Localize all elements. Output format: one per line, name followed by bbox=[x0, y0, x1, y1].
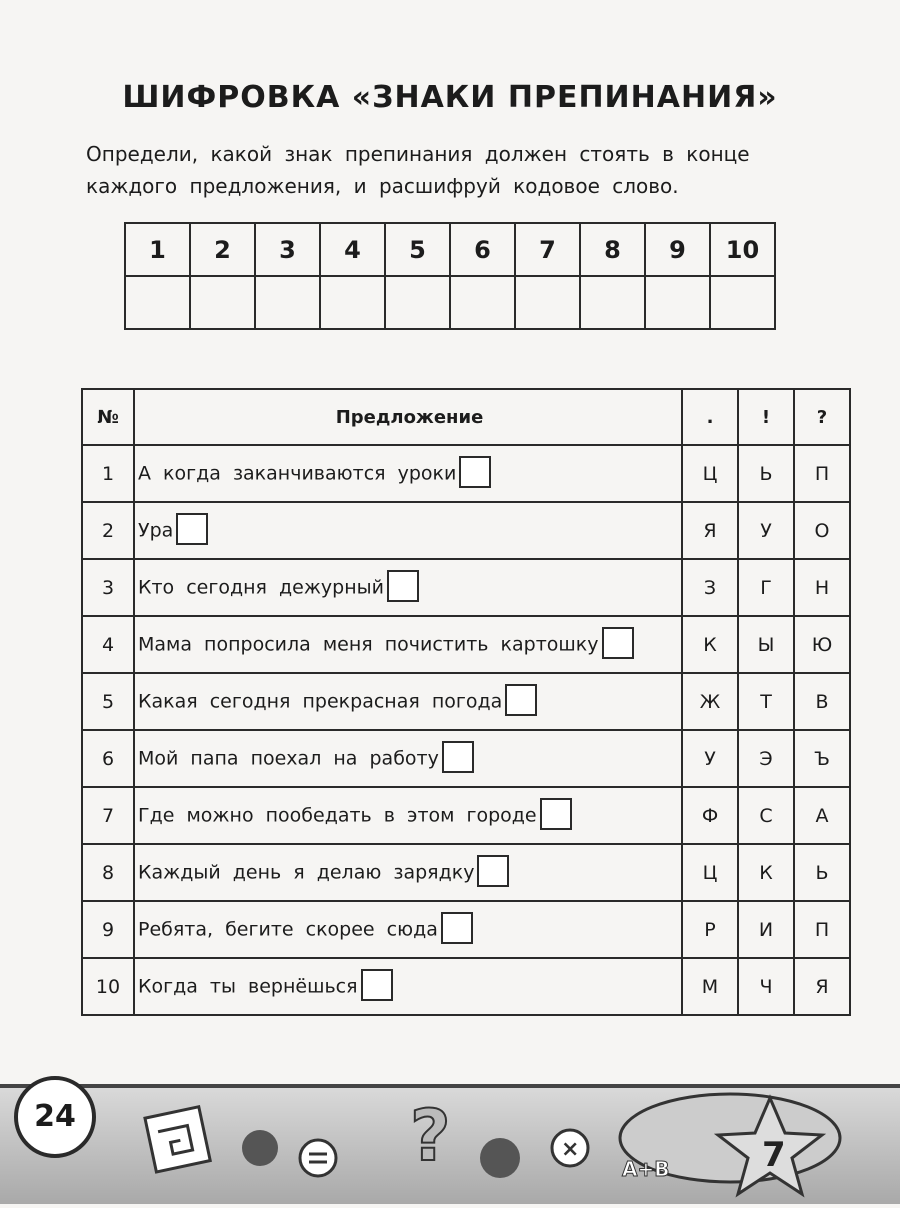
sentence-cell bbox=[134, 787, 682, 844]
letter-question: Ь bbox=[794, 844, 850, 901]
puzzle-icon bbox=[242, 1130, 278, 1166]
row-number: 1 bbox=[82, 445, 134, 502]
sentences-table bbox=[81, 388, 851, 1016]
punctuation-answer-box[interactable] bbox=[505, 684, 537, 716]
code-cell-number: 8 bbox=[580, 223, 645, 276]
sentence-cell bbox=[134, 502, 682, 559]
row-number: 8 bbox=[82, 844, 134, 901]
code-cell-number: 9 bbox=[645, 223, 710, 276]
letter-exclamation: И bbox=[738, 901, 794, 958]
letter-question: Ъ bbox=[794, 730, 850, 787]
sentence-text: Кто сегодня дежурный bbox=[138, 576, 385, 598]
letter-exclamation: Ы bbox=[738, 616, 794, 673]
letter-question: Я bbox=[794, 958, 850, 1015]
row-number: 6 bbox=[82, 730, 134, 787]
code-cell-number: 3 bbox=[255, 223, 320, 276]
table-row bbox=[82, 673, 850, 730]
code-word-grid bbox=[124, 222, 776, 330]
code-cell-answer[interactable] bbox=[320, 276, 385, 329]
letter-question: П bbox=[794, 901, 850, 958]
code-cell-answer[interactable] bbox=[450, 276, 515, 329]
header-question: ? bbox=[794, 389, 850, 445]
letter-question: Ю bbox=[794, 616, 850, 673]
letter-question: А bbox=[794, 787, 850, 844]
sentence-cell bbox=[134, 901, 682, 958]
code-cell-answer[interactable] bbox=[190, 276, 255, 329]
code-cell-number: 7 bbox=[515, 223, 580, 276]
sentence-cell bbox=[134, 730, 682, 787]
sentence-cell bbox=[134, 616, 682, 673]
letter-period: Ж bbox=[682, 673, 738, 730]
letter-exclamation: С bbox=[738, 787, 794, 844]
sentence-cell bbox=[134, 673, 682, 730]
sentence-text: Мама попросила меня почистить картошку bbox=[138, 633, 599, 655]
puzzle-piece-icon bbox=[480, 1138, 520, 1178]
page-footer bbox=[0, 1084, 900, 1204]
sentence-text: Где можно пообедать в этом городе bbox=[138, 804, 537, 826]
table-row bbox=[82, 616, 850, 673]
letter-period: К bbox=[682, 616, 738, 673]
page-number: 24 bbox=[14, 1076, 96, 1158]
letter-exclamation: Ь bbox=[738, 445, 794, 502]
sentence-text: Мой папа поехал на работу bbox=[138, 747, 439, 769]
code-cell-number: 2 bbox=[190, 223, 255, 276]
code-cell-answer[interactable] bbox=[645, 276, 710, 329]
table-row bbox=[82, 502, 850, 559]
header-exclamation: ! bbox=[738, 389, 794, 445]
code-cell-number: 10 bbox=[710, 223, 775, 276]
table-row bbox=[82, 559, 850, 616]
sentence-text: Когда ты вернёшься bbox=[138, 975, 358, 997]
row-number: 3 bbox=[82, 559, 134, 616]
letter-period: Я bbox=[682, 502, 738, 559]
punctuation-answer-box[interactable] bbox=[176, 513, 208, 545]
code-cell-answer[interactable] bbox=[125, 276, 190, 329]
decorative-footer-art bbox=[0, 1088, 900, 1204]
header-number: № bbox=[82, 389, 134, 445]
letter-period: М bbox=[682, 958, 738, 1015]
letter-question: В bbox=[794, 673, 850, 730]
maze-icon bbox=[145, 1107, 210, 1172]
punctuation-answer-box[interactable] bbox=[459, 456, 491, 488]
letter-exclamation: Ч bbox=[738, 958, 794, 1015]
letter-period: У bbox=[682, 730, 738, 787]
letter-exclamation: К bbox=[738, 844, 794, 901]
letter-question: О bbox=[794, 502, 850, 559]
page-title: ШИФРОВКА «ЗНАКИ ПРЕПИНАНИЯ» bbox=[122, 80, 778, 115]
punctuation-answer-box[interactable] bbox=[441, 912, 473, 944]
sentence-cell bbox=[134, 559, 682, 616]
code-cell-number: 6 bbox=[450, 223, 515, 276]
punctuation-answer-box[interactable] bbox=[442, 741, 474, 773]
letter-question: Н bbox=[794, 559, 850, 616]
sentence-cell bbox=[134, 958, 682, 1015]
question-mark-icon: ? bbox=[410, 1095, 451, 1177]
letter-period: Ц bbox=[682, 844, 738, 901]
code-cell-answer[interactable] bbox=[385, 276, 450, 329]
punctuation-answer-box[interactable] bbox=[387, 570, 419, 602]
punctuation-answer-box[interactable] bbox=[361, 969, 393, 1001]
table-row bbox=[82, 787, 850, 844]
row-number: 9 bbox=[82, 901, 134, 958]
code-cell-answer[interactable] bbox=[580, 276, 645, 329]
footer-badge: A+B bbox=[622, 1157, 670, 1181]
sentence-text: А когда заканчиваются уроки bbox=[138, 462, 457, 484]
row-number: 10 bbox=[82, 958, 134, 1015]
sentence-text: Каждый день я делаю зарядку bbox=[138, 861, 475, 883]
punctuation-answer-box[interactable] bbox=[540, 798, 572, 830]
code-cell-number: 5 bbox=[385, 223, 450, 276]
sentence-cell bbox=[134, 844, 682, 901]
svg-text:7: 7 bbox=[762, 1135, 786, 1175]
sentence-text: Какая сегодня прекрасная погода bbox=[138, 690, 503, 712]
row-number: 7 bbox=[82, 787, 134, 844]
punctuation-answer-box[interactable] bbox=[602, 627, 634, 659]
sentence-text: Ура bbox=[138, 519, 174, 541]
letter-exclamation: Г bbox=[738, 559, 794, 616]
letter-period: Ф bbox=[682, 787, 738, 844]
row-number: 5 bbox=[82, 673, 134, 730]
sentence-text: Ребята, бегите скорее сюда bbox=[138, 918, 438, 940]
letter-exclamation: Э bbox=[738, 730, 794, 787]
table-row bbox=[82, 844, 850, 901]
svg-text:×: × bbox=[561, 1137, 580, 1162]
letter-period: З bbox=[682, 559, 738, 616]
code-cell-answer[interactable] bbox=[710, 276, 775, 329]
letter-period: Р bbox=[682, 901, 738, 958]
code-cell-answer[interactable] bbox=[255, 276, 320, 329]
sentence-cell bbox=[134, 445, 682, 502]
letter-exclamation: У bbox=[738, 502, 794, 559]
letter-question: П bbox=[794, 445, 850, 502]
table-row bbox=[82, 445, 850, 502]
row-number: 2 bbox=[82, 502, 134, 559]
header-period: . bbox=[682, 389, 738, 445]
punctuation-answer-box[interactable] bbox=[477, 855, 509, 887]
table-row bbox=[82, 901, 850, 958]
letter-period: Ц bbox=[682, 445, 738, 502]
table-row bbox=[82, 958, 850, 1015]
instructions: Определи, какой знак препинания должен стоять в конце каждого предложения, и расшифруй кодовое слово. bbox=[86, 142, 750, 198]
row-number: 4 bbox=[82, 616, 134, 673]
letter-exclamation: Т bbox=[738, 673, 794, 730]
code-cell-number: 4 bbox=[320, 223, 385, 276]
header-sentence: Предложение bbox=[134, 389, 682, 445]
code-cell-answer[interactable] bbox=[515, 276, 580, 329]
equals-icon bbox=[300, 1140, 336, 1176]
code-cell-number: 1 bbox=[125, 223, 190, 276]
table-row bbox=[82, 730, 850, 787]
